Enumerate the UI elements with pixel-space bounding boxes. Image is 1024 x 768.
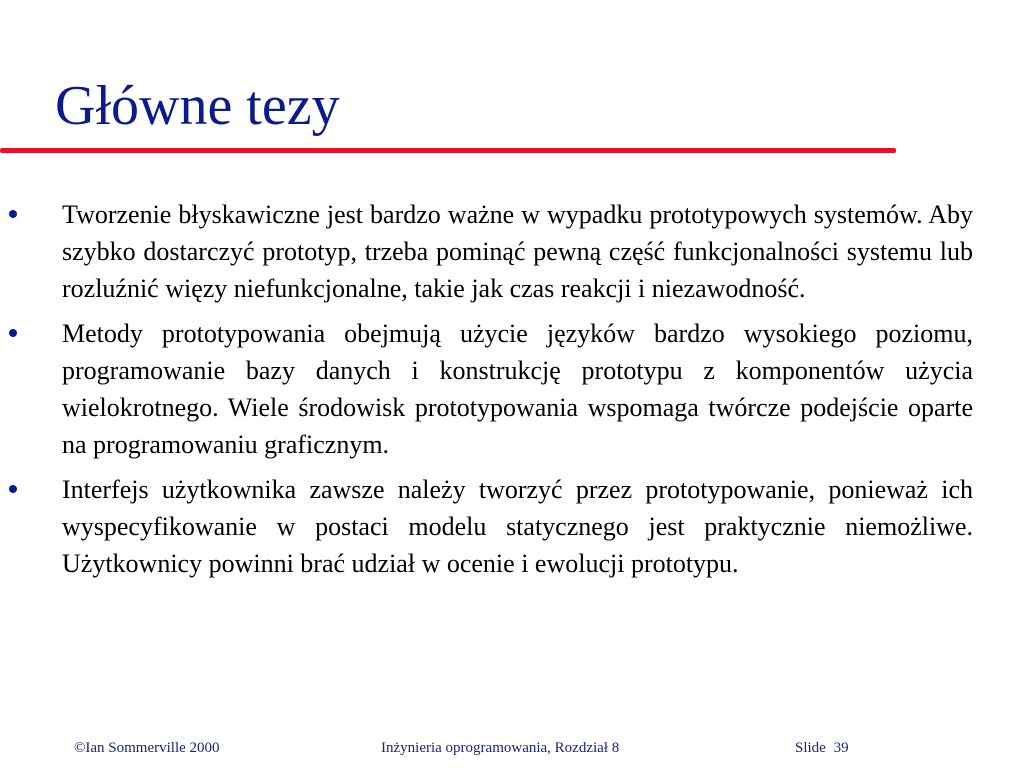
- bullet-text: Interfejs użytkownika zawsze należy tworzyć przez prototypowanie, ponieważ ich wyspecyfikowanie w postaci modelu statycznego jest praktycznie niemożliwe. Użytkownicy powinni brać udział w ocenie i ewolucji prototypu.: [62, 475, 973, 578]
- title-divider: [0, 148, 896, 153]
- bullet-text: Metody prototypowania obejmują użycie języków bardzo wysokiego poziomu, programowanie bazy danych i konstrukcję prototypu z komponentów użycia wielokrotnego. Wiele środowisk prototypowania wspomaga twórcze podejście oparte na programowaniu graficznym.: [62, 319, 973, 459]
- bullet-dot-icon: [9, 210, 17, 218]
- bullet-item: [0, 196, 1024, 307]
- bullet-item: [0, 315, 1024, 463]
- footer-copyright: ©Ian Sommerville 2000: [74, 740, 220, 756]
- bullet-list: [0, 196, 1024, 590]
- slide-footer: [0, 738, 1024, 758]
- footer-slide-number: Slide 39: [795, 740, 849, 756]
- footer-course-title: Inżynieria oprogramowania, Rozdział 8: [381, 740, 620, 756]
- bullet-text: Tworzenie błyskawiczne jest bardzo ważne w wypadku prototypowych systemów. Aby szybko dostarczyć prototyp, trzeba pominąć pewną część funkcjonalności systemu lub rozluźnić więzy niefunkcjonalne, takie jak czas reakcji i niezawodność.: [62, 200, 973, 303]
- slide-title: Główne tezy: [55, 75, 340, 137]
- bullet-dot-icon: [9, 329, 17, 337]
- bullet-dot-icon: [9, 485, 17, 493]
- bullet-item: [0, 471, 1024, 582]
